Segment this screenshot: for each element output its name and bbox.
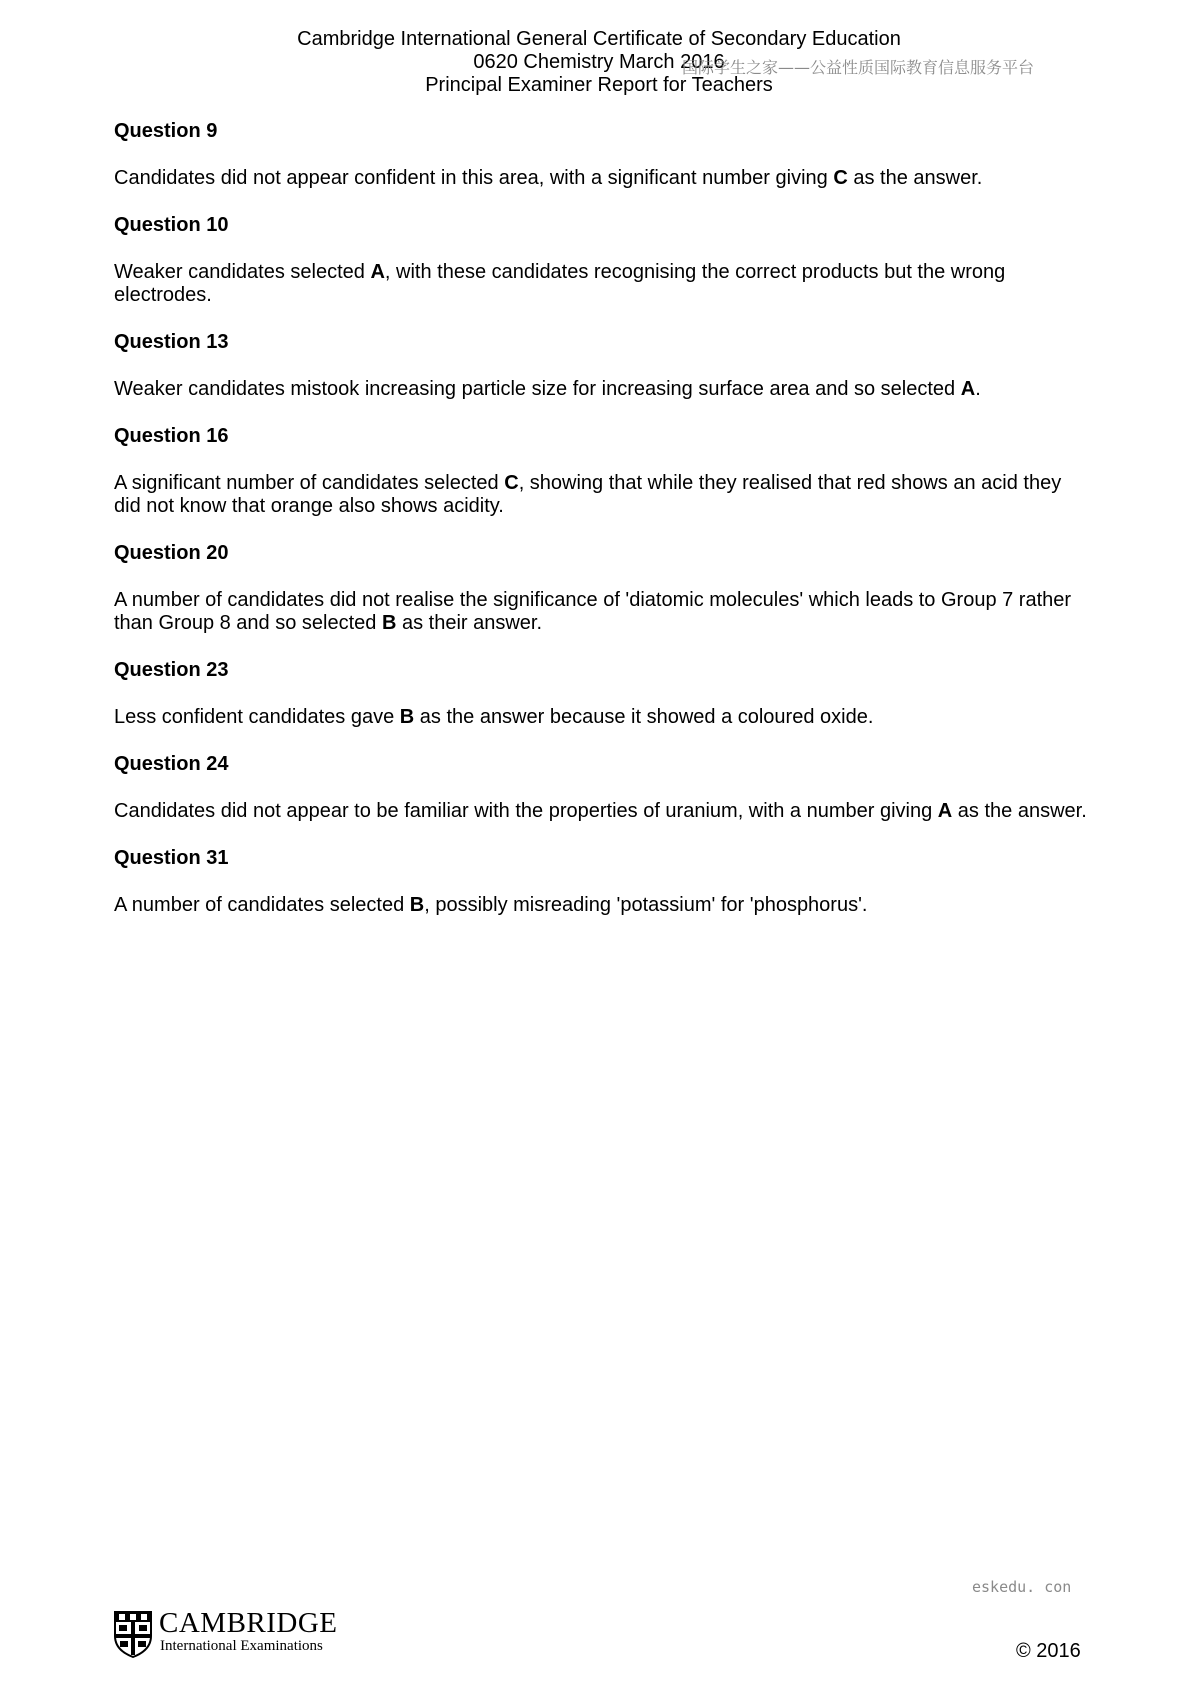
question-body: A significant number of candidates selected C, showing that while they realised that red shows an acid they did not know that orange also shows acidity. [114,472,1062,517]
question-section [114,214,1089,307]
header-line-1: Cambridge International General Certificate of Secondary Education [297,28,901,50]
question-title: Question 24 [114,753,229,775]
question-body: Less confident candidates gave B as the answer because it showed a coloured oxide. [114,706,874,728]
cambridge-crest-icon [113,1610,153,1658]
header-line-2: 0620 Chemistry March 2016 [473,51,725,73]
question-section [114,659,1089,729]
footer-site-text: eskedu. con [972,1578,1072,1596]
question-section [114,331,1089,401]
question-title: Question 9 [114,120,218,142]
question-body: A number of candidates did not realise the significance of 'diatomic molecules' which leads to Group 7 rather than Group 8 and so selected B as their answer. [114,589,1072,634]
question-title: Question 23 [114,659,229,681]
copyright-text: © 2016 [1016,1640,1081,1662]
question-title: Question 16 [114,425,229,447]
cambridge-logo [113,1607,353,1660]
question-section [114,542,1089,635]
logo-wordmark: CAMBRIDGE [159,1607,338,1639]
question-body: Candidates did not appear confident in this area, with a significant number giving C as the answer. [114,167,983,189]
question-section [114,847,1089,917]
question-section [114,753,1089,823]
question-section [114,425,1089,518]
question-title: Question 13 [114,331,229,353]
question-title: Question 20 [114,542,229,564]
question-body: Weaker candidates selected A, with these candidates recognising the correct products but the wrong electrodes. [114,261,1006,306]
question-title: Question 10 [114,214,229,236]
watermark-text: 国际学生之家——公益性质国际教育信息服务平台 [682,58,1035,77]
question-title: Question 31 [114,847,229,869]
header-line-3: Principal Examiner Report for Teachers [425,74,773,96]
question-body: Weaker candidates mistook increasing particle size for increasing surface area and so selected A. [114,378,981,400]
logo-subtitle: International Examinations [160,1638,323,1654]
question-section [114,120,1089,190]
report-content [114,120,1089,941]
question-body: Candidates did not appear to be familiar with the properties of uranium, with a number giving A as the answer. [114,800,1087,822]
question-body: A number of candidates selected B, possibly misreading 'potassium' for 'phosphorus'. [114,894,868,916]
